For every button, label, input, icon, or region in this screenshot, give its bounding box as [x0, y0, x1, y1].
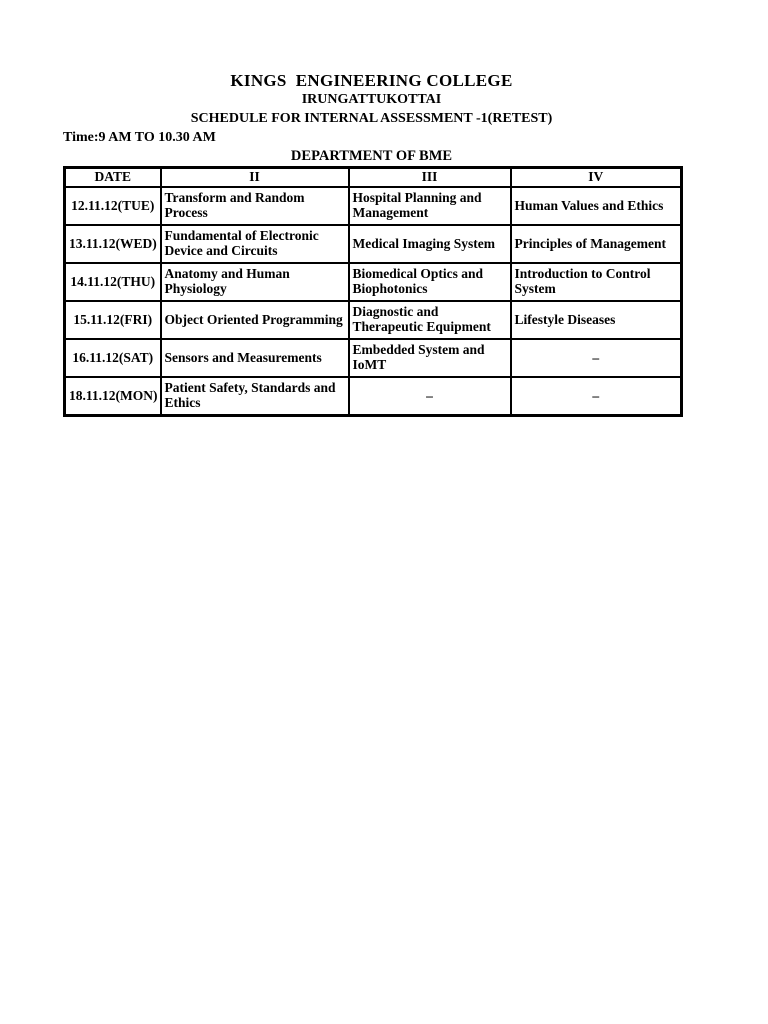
header-year-iv: IV	[511, 168, 682, 188]
schedule-table	[63, 166, 683, 417]
department-title: DEPARTMENT OF BME	[290, 148, 453, 164]
header-date: DATE	[65, 168, 161, 188]
subject-cell: Hospital Planning and Management	[349, 187, 511, 225]
subject-cell: Lifestyle Diseases	[511, 301, 682, 339]
schedule-title: SCHEDULE FOR INTERNAL ASSESSMENT -1(RETEST)	[190, 111, 553, 126]
subject-cell: Biomedical Optics and Biophotonics	[349, 263, 511, 301]
subject-cell: Diagnostic and Therapeutic Equipment	[349, 301, 511, 339]
subject-cell: Medical Imaging System	[349, 225, 511, 263]
date-cell: 18.11.12(MON)	[65, 377, 161, 416]
subject-cell: Fundamental of Electronic Device and Circuits	[161, 225, 349, 263]
header-year-iii: III	[349, 168, 511, 188]
time-line: Time:9 AM TO 10.30 AM	[63, 130, 216, 145]
subject-cell: Transform and Random Process	[161, 187, 349, 225]
heading-block	[63, 0, 680, 165]
college-title: KINGS ENGINEERING COLLEGE	[230, 71, 513, 90]
subject-cell: Anatomy and Human Physiology	[161, 263, 349, 301]
date-cell: 12.11.12(TUE)	[65, 187, 161, 225]
table-row	[65, 225, 682, 263]
subject-cell: Human Values and Ethics	[511, 187, 682, 225]
table-row	[65, 301, 682, 339]
college-location: IRUNGATTUKOTTAI	[301, 92, 442, 107]
subject-cell: Object Oriented Programming	[161, 301, 349, 339]
table-header-row	[65, 168, 682, 188]
subject-cell: Embedded System and IoMT	[349, 339, 511, 377]
subject-cell: Patient Safety, Standards and Ethics	[161, 377, 349, 416]
header-year-ii: II	[161, 168, 349, 188]
table-row	[65, 377, 682, 416]
table-row	[65, 263, 682, 301]
date-cell: 13.11.12(WED)	[65, 225, 161, 263]
date-cell: 15.11.12(FRI)	[65, 301, 161, 339]
subject-cell: Principles of Management	[511, 225, 682, 263]
table-row	[65, 339, 682, 377]
subject-cell: Introduction to Control System	[511, 263, 682, 301]
document-content	[63, 0, 680, 417]
empty-cell: –	[349, 377, 511, 416]
subject-cell: Sensors and Measurements	[161, 339, 349, 377]
date-cell: 16.11.12(SAT)	[65, 339, 161, 377]
date-cell: 14.11.12(THU)	[65, 263, 161, 301]
empty-cell: –	[511, 377, 682, 416]
empty-cell: –	[511, 339, 682, 377]
table-row	[65, 187, 682, 225]
